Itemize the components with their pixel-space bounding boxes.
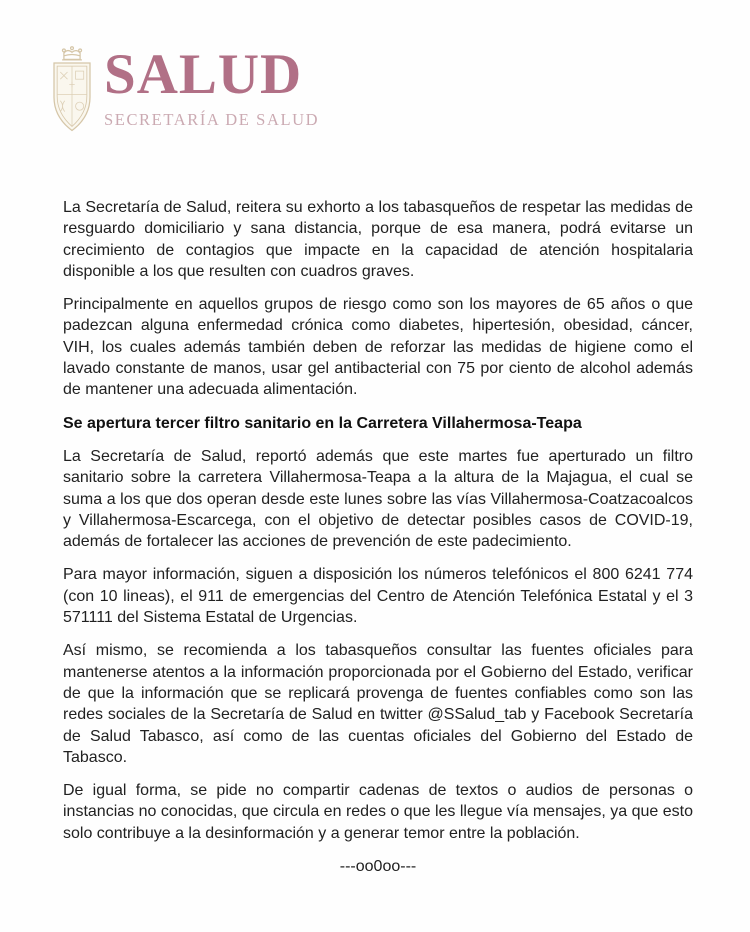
logo-subtitle: SECRETARÍA DE SALUD [104,110,320,129]
paragraph-exhorto: La Secretaría de Salud, reitera su exhorto a los tabasqueños de respetar las medidas de resguardo domiciliario y sana distancia, porque de esa manera, podrá evitarse un crecimiento de contagios que impacte en la capacidad de atención hospitalaria disponible a los que resulten con cuadros graves. [63,199,693,280]
logo-text [104,44,319,130]
salud-logo [45,44,319,136]
paragraph-telefonos: Para mayor información, siguen a disposición los números telefónicos el 800 6241 774 (con 10 lineas), el 911 de emergencias del Centro de Atención Telefónica Estatal y el 3 571111 del Sistema Estatal de Urgencias. [63,566,693,627]
coat-of-arms-icon [45,44,99,136]
section-heading: Se apertura tercer filtro sanitario en la Carretera Villahermosa-Teapa [63,414,582,432]
paragraph-fuentes-oficiales: Así mismo, se recomienda a los tabasqueños consultar las fuentes oficiales para mantenerse atentos a la información proporcionada por el Gobierno del Estado, verificar de que la información que se replicará provenga de fuentes confiables como son las redes sociales de la Secretaría de Salud en twitter @SSalud_tab y Facebook Secretaría de Salud Tabasco, así como de las cuentas oficiales del Gobierno del Estado de Tabasco. [63,642,693,766]
logo-title: SALUD [104,43,303,106]
paragraph-cadenas: De igual forma, se pide no compartir cadenas de textos o audios de personas o instancias no conocidas, que circula en redes o que les llegue vía mensajes, ya que esto solo contribuye a la desinformación y a generar temor entre la población. [63,782,693,842]
document-body [63,197,693,889]
closing-mark: ---oo0oo--- [339,858,417,876]
paragraph-grupos-riesgo: Principalmente en aquellos grupos de riesgo como son los mayores de 65 años o que padezcan alguna enfermedad crónica como diabetes, hipertesión, obesidad, cáncer, VIH, los cuales además también deben de reforzar las medidas de higiene como el lavado constante de manos, usar gel antibacterial con 75 por ciento de alcohol además de mantener una adecuada alimentación. [63,296,693,399]
paragraph-filtro-sanitario: La Secretaría de Salud, reportó además que este martes fue aperturado un filtro sanitario sobre la carretera Villahermosa-Teapa a la altura de la Majagua, el cual se suma a los que dos operan desde este lunes sobre las vías Villahermosa-Coatzacoalcos y Villahermosa-Escarcega, con el objetivo de detectar posibles casos de COVID-19, además de fortalecer las acciones de prevención de este padecimiento. [63,447,693,551]
